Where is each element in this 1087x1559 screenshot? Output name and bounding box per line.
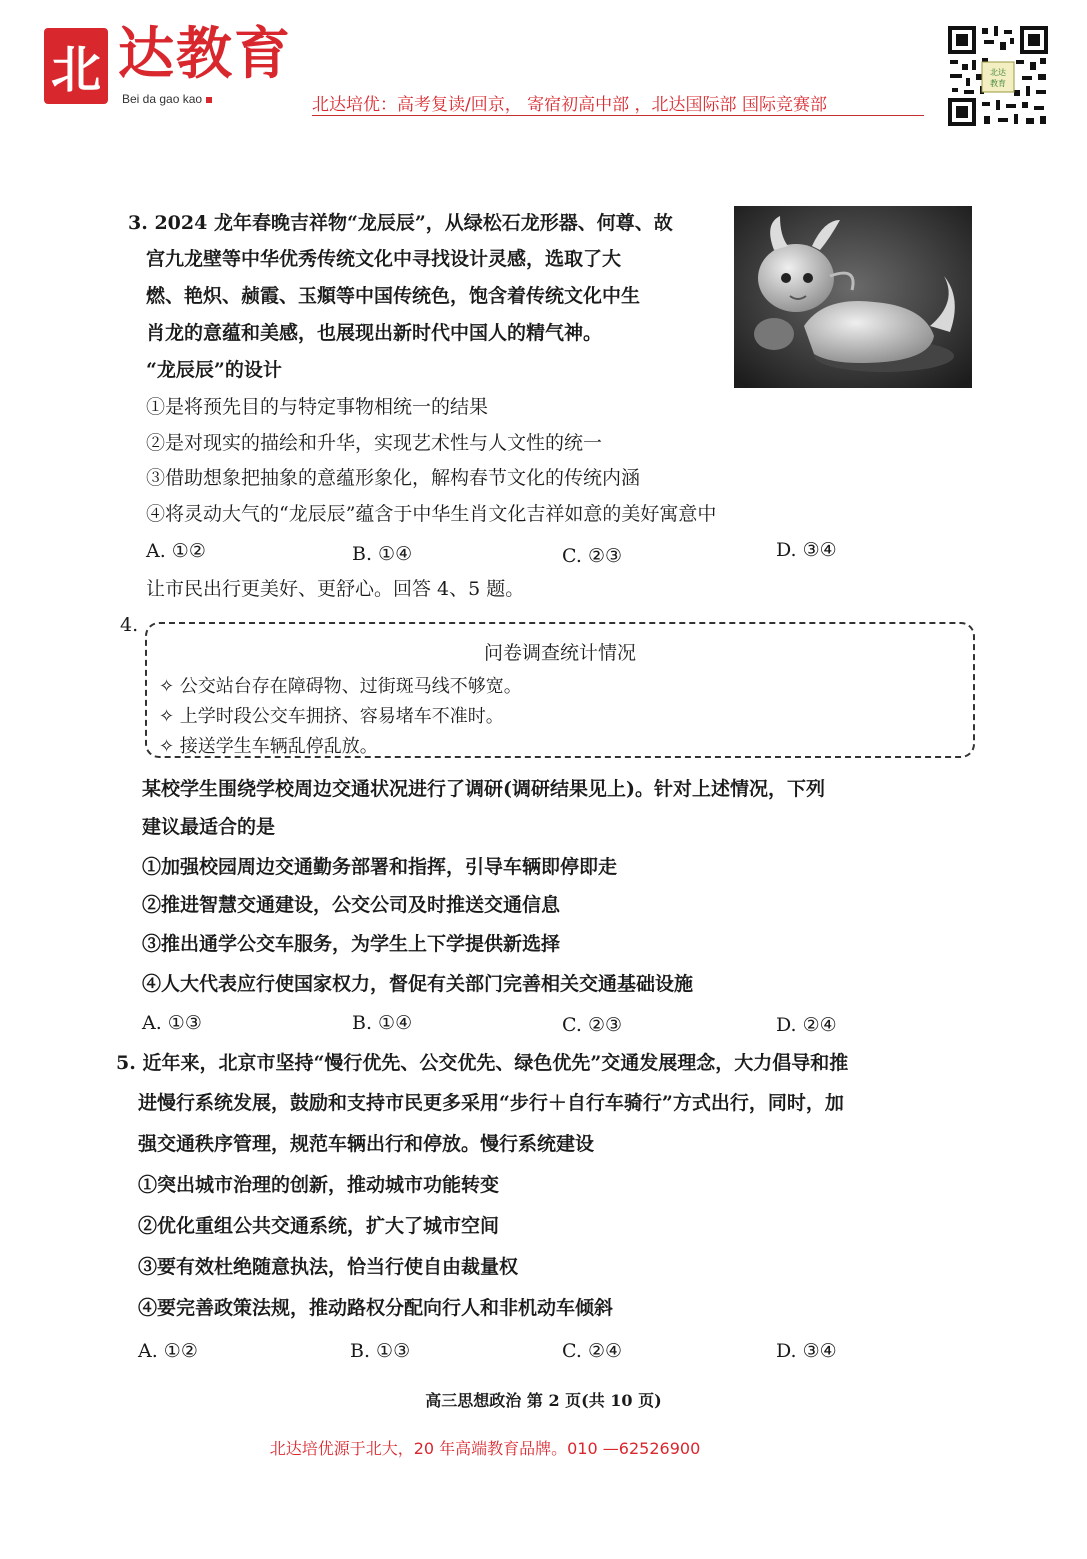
q3-option-1: ①是将预先目的与特定事物相统一的结果 [146, 396, 489, 418]
q4-option-3: ③推出通学公交车服务，为学生上下学提供新选择 [142, 933, 561, 955]
q4-choice-b: B. ①④ [352, 1012, 413, 1034]
logo-char: 北 [51, 40, 101, 99]
q5-choice-a: A. ①② [138, 1340, 198, 1362]
header-slogan: 北达培优：高考复读/回京， 寄宿初高中部 ，北达国际部 国际竞赛部 [312, 95, 827, 115]
q5-choice-b: B. ①③ [350, 1340, 411, 1362]
q3-choice-c: C. ②③ [562, 545, 623, 567]
survey-item-3: ✧ 接送学生车辆乱停乱放。 [159, 736, 378, 757]
survey-item-1: ✧ 公交站台存在障碍物、过街斑马线不够宽。 [159, 676, 522, 697]
q4-stem-1: 某校学生围绕学校周边交通状况进行了调研(调研结果见上)。针对上述情况，下列 [142, 778, 825, 800]
q3-option-2: ②是对现实的描绘和升华，实现艺术性与人文性的统一 [146, 432, 603, 454]
survey-item-2: ✧ 上学时段公交车拥挤、容易堵车不准时。 [159, 706, 504, 727]
page-number: 高三思想政治 第 2 页(共 10 页) [425, 1391, 662, 1410]
q5-choice-c: C. ②④ [562, 1340, 623, 1362]
header-divider [312, 115, 924, 116]
qr-code-icon [946, 24, 1050, 128]
q3-line-5: “龙辰辰”的设计 [146, 359, 282, 381]
q4-option-4: ④人大代表应行使国家权力，督促有关部门完善相关交通基础设施 [142, 973, 694, 995]
q4-choice-c: C. ②③ [562, 1014, 623, 1036]
survey-title: 问卷调查统计情况 [483, 642, 636, 664]
q3-choice-a: A. ①② [146, 540, 206, 562]
logo-pinyin [122, 92, 212, 106]
svg-text:教育: 教育 [990, 79, 1006, 88]
q3-line-4: 肖龙的意蕴和美感，也展现出新时代中国人的精气神。 [146, 322, 603, 344]
q4-option-2: ②推进智慧交通建设，公交公司及时推送交通信息 [142, 894, 561, 916]
footer-brand: 北达培优源于北大，20 年高端教育品牌。010 —62526900 [269, 1439, 701, 1458]
q3-option-3: ③借助想象把抽象的意蕴形象化，解构春节文化的传统内涵 [146, 467, 641, 489]
q4-choice-a: A. ①③ [142, 1012, 202, 1034]
q4-choice-d: D. ②④ [776, 1014, 837, 1036]
q45-intro: 让市民出行更美好、更舒心。回答 4、5 题。 [146, 578, 525, 600]
q3-option-4: ④将灵动大气的“龙辰辰”蕴含于中华生肖文化吉祥如意的美好寓意中 [146, 503, 717, 525]
q3-line-3: 燃、艳炽、赪霞、玉頫等中国传统色，饱含着传统文化中生 [146, 285, 641, 307]
q3-choice-b: B. ①④ [352, 543, 413, 565]
q3-choice-d: D. ③④ [776, 539, 837, 561]
q4-option-1: ①加强校园周边交通勤务部署和指挥，引导车辆即停即走 [142, 856, 618, 878]
q3-line-2: 宫九龙壁等中华优秀传统文化中寻找设计灵感，选取了大 [146, 248, 622, 270]
dragon-mascot-image [734, 206, 972, 388]
q4-stem-2: 建议最适合的是 [142, 816, 276, 838]
q4-number: 4. [120, 614, 139, 636]
q5-option-4: ④要完善政策法规，推动路权分配向行人和非机动车倾斜 [138, 1297, 614, 1319]
logo-mark [44, 28, 108, 104]
logo-pinyin-text: Bei da gao kao [122, 92, 203, 106]
logo-square-icon [206, 97, 212, 103]
q5-choice-d: D. ③④ [776, 1340, 837, 1362]
q5-line-2: 进慢行系统发展，鼓励和支持市民更多采用“步行＋自行车骑行”方式出行，同时，加 [138, 1092, 844, 1114]
logo-name: 达教育 [118, 21, 292, 87]
q3-line-1: 3. 2024 龙年春晚吉祥物“龙辰辰”，从绿松石龙形器、何尊、故 [128, 212, 673, 234]
q5-option-1: ①突出城市治理的创新，推动城市功能转变 [138, 1174, 500, 1196]
q5-option-2: ②优化重组公共交通系统，扩大了城市空间 [138, 1215, 500, 1237]
q5-option-3: ③要有效杜绝随意执法，恰当行使自由裁量权 [138, 1256, 519, 1278]
q5-line-1: 5. 近年来，北京市坚持“慢行优先、公交优先、绿色优先”交通发展理念，大力倡导和推 [116, 1052, 849, 1074]
survey-box [145, 622, 975, 758]
svg-text:北达: 北达 [990, 68, 1006, 77]
q5-line-3: 强交通秩序管理，规范车辆出行和停放。慢行系统建设 [138, 1133, 595, 1155]
